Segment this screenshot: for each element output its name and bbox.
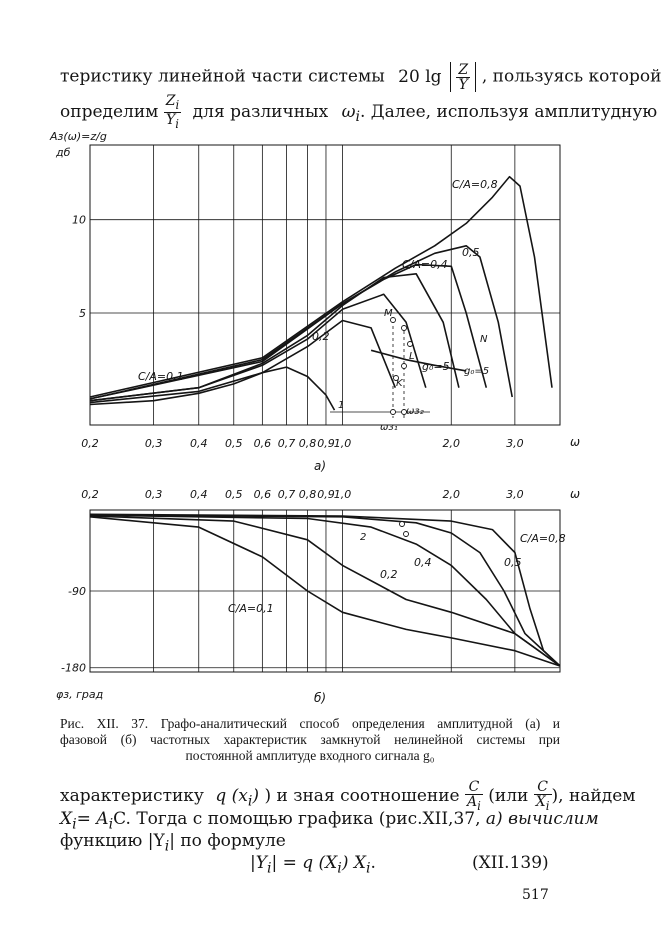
x-tick-label: 0,5 <box>225 488 243 501</box>
abs-bar <box>450 62 451 92</box>
sub: i <box>164 838 170 855</box>
amplitude-chart <box>50 130 590 480</box>
panel-label: б) <box>313 691 327 705</box>
x-tick-label: 2,0 <box>442 437 461 450</box>
y-tick-label: 10 <box>72 213 86 227</box>
point-label: L <box>409 351 415 362</box>
math-span: = A <box>76 809 109 829</box>
sub: i <box>477 798 481 813</box>
x-tick-label: 0,4 <box>189 488 208 501</box>
series-label: C/A=0,1 <box>138 370 184 383</box>
fraction <box>456 63 470 92</box>
sub: i <box>355 109 360 126</box>
point-label: K <box>396 378 403 389</box>
x-tick-label: 0,5 <box>225 437 243 450</box>
sub: i <box>72 816 77 833</box>
series-label: 0,5 <box>462 246 480 259</box>
y-axis-unit: дб <box>56 146 71 159</box>
frac-num: Z <box>458 61 469 78</box>
x-tick-label: 0,4 <box>189 437 208 450</box>
series-label: C/A=0,4 <box>402 258 448 271</box>
series-label: 0,5 <box>504 556 522 569</box>
text-span: C. Тогда с помощью графика (рис.XII,37, <box>113 809 481 829</box>
x-tick-label: 0,7 <box>277 488 296 501</box>
series-label: C/A=0,1 <box>228 602 274 615</box>
x-tick-label: 0,3 <box>144 488 163 501</box>
series-label: C/A=0,8 <box>520 532 566 545</box>
point-marker <box>391 410 396 415</box>
point-label: 2 <box>360 532 367 543</box>
sub: i <box>365 860 371 877</box>
sub: i <box>545 798 550 813</box>
point-label: 1 <box>338 400 345 411</box>
sub: i <box>108 816 114 833</box>
omega: ω <box>341 101 356 122</box>
math-span: . <box>370 853 376 873</box>
x-tick-label: 0,9 <box>317 437 335 450</box>
x-tick-label: 0,3 <box>144 437 163 450</box>
point-marker <box>402 326 407 331</box>
figure-caption <box>60 716 560 764</box>
text-line-1 <box>60 62 661 92</box>
text-span: (или <box>488 785 529 806</box>
math-span: | = q (X <box>271 853 338 873</box>
text-span: | по формуле <box>169 831 286 851</box>
x-axis-label: ω <box>570 435 581 449</box>
x-tick-label: 0,6 <box>253 488 272 501</box>
equation-number: (XII.139) <box>472 853 549 873</box>
caption-line-3: постоянной амплитуде входного сигнала g₀ <box>185 748 435 763</box>
x-tick-label: 0,8 <box>298 437 317 450</box>
chart-b-group <box>56 487 580 705</box>
text-span: для различных <box>192 101 329 122</box>
y-tick-label: 5 <box>79 307 86 320</box>
x-tick-label: 1,0 <box>333 437 352 450</box>
frac-num: C <box>534 780 552 795</box>
math-span: q (x <box>215 785 248 806</box>
text-span: . Далее, используя амплитудную <box>360 101 658 122</box>
phase-chart <box>50 484 590 714</box>
y-tick-label: -180 <box>61 661 86 675</box>
point-label: ωз₁ <box>380 422 398 433</box>
x-axis-label: ω <box>570 487 581 501</box>
point-label: N <box>480 334 488 345</box>
formula <box>250 852 376 879</box>
math-span: X <box>60 809 73 829</box>
x-tick-label: 0,8 <box>298 488 317 501</box>
point-marker <box>402 364 407 369</box>
point-label: M <box>384 308 393 319</box>
text-span: , пользуясь которой <box>481 66 661 87</box>
series-label: g₀=5 <box>422 360 450 373</box>
series-label: 0,4 <box>414 556 432 569</box>
sub: i <box>247 793 253 810</box>
point-label: ωз₂ <box>406 406 424 417</box>
chart-a-group <box>49 130 580 473</box>
sub: i <box>175 97 180 112</box>
abs-bar <box>475 62 476 92</box>
x-tick-label: 0,2 <box>81 437 99 450</box>
series-label: 0,2 <box>312 330 330 343</box>
series-line <box>90 517 560 666</box>
x-tick-label: 0,9 <box>317 488 335 501</box>
text-span: теристику линейной части системы <box>60 66 385 87</box>
text-span: характеристику <box>60 785 204 806</box>
page-number: 517 <box>522 887 549 903</box>
text-line-2 <box>60 94 657 131</box>
text-span: а) вычислим <box>485 809 599 829</box>
sub: i <box>175 116 180 131</box>
text-span: ) и зная соотношение <box>264 785 460 806</box>
point-marker <box>400 522 405 527</box>
math-span: ) X <box>341 853 366 873</box>
series-label: C/A=0,8 <box>452 178 498 191</box>
text-span: определим <box>60 101 159 122</box>
x-tick-label: 0,7 <box>277 437 296 450</box>
series-line <box>90 514 560 666</box>
caption-line-2: фазовой (б) частотных характеристик замкнутой нелинейной системы при <box>60 732 560 747</box>
x-tick-label: 3,0 <box>506 437 524 450</box>
point-marker <box>404 532 409 537</box>
sub: i <box>266 860 272 877</box>
point-label: g₀=5 <box>464 366 490 377</box>
frac-den: X <box>535 794 546 810</box>
sub: i <box>337 860 342 877</box>
frac-num: C <box>465 780 483 795</box>
caption-line-1: Рис. XII. 37. Графо-аналитический способ определения амплитудной (а) и <box>60 716 560 731</box>
y-tick-label: -90 <box>68 585 86 598</box>
y-axis-label: Aз(ω)=z/g <box>50 130 107 143</box>
y-axis-label: φз, град <box>56 688 104 701</box>
math-span: 20 lg <box>398 66 442 87</box>
frac-num: Z <box>165 93 176 109</box>
series-line <box>90 515 560 666</box>
x-tick-label: 0,6 <box>253 437 272 450</box>
frac-den: Y <box>458 76 468 93</box>
x-tick-label: 3,0 <box>506 488 524 501</box>
x-tick-label: 0,2 <box>81 488 99 501</box>
series-line <box>90 177 552 397</box>
series-line <box>90 515 560 666</box>
x-tick-label: 1,0 <box>333 488 352 501</box>
point-marker <box>408 342 413 347</box>
frac-den: A <box>467 794 478 810</box>
text-span: функцию |Y <box>60 831 165 851</box>
fraction <box>164 94 181 131</box>
text-span: ), найдем <box>551 785 636 806</box>
panel-label: а) <box>313 459 327 473</box>
series-label: 0,2 <box>380 568 398 581</box>
frac-den: Y <box>166 111 176 128</box>
x-tick-label: 2,0 <box>442 488 461 501</box>
math-span: |Y <box>250 853 267 873</box>
text-line-3: характеристику q $(x_i)$ ) и зная соотношение $\frac{C}{A_i}$ (или $\frac{C}{X_i}$ ), найдем <box>60 779 636 813</box>
